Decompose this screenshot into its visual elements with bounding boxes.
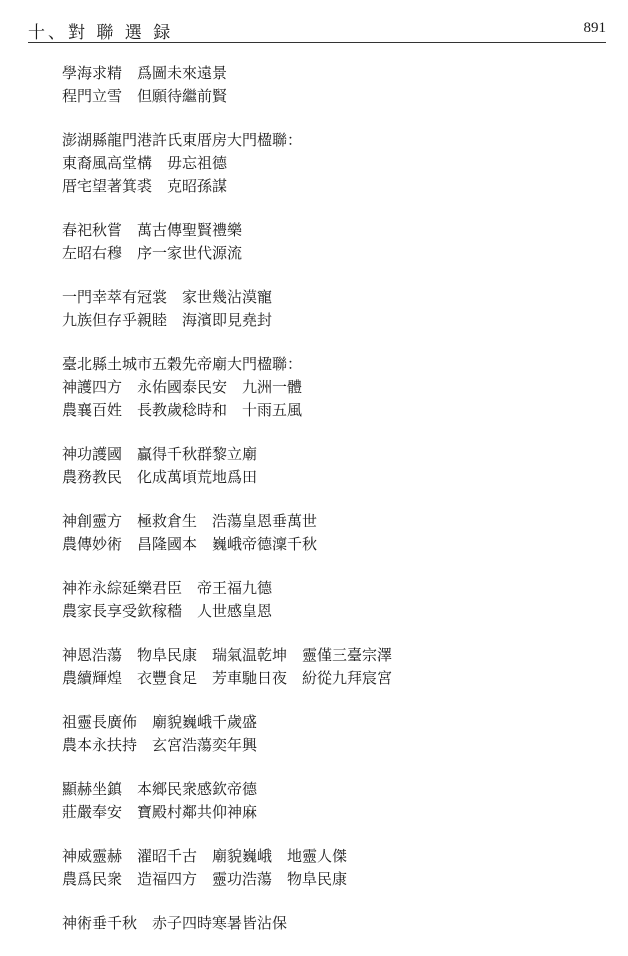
couplet-line: 程門立雪 但願待繼前賢 bbox=[62, 87, 228, 105]
couplet-line: 農務教民 化成萬頃荒地爲田 bbox=[62, 468, 258, 486]
couplet-line: 農本永扶持 玄宮浩蕩奕年興 bbox=[62, 736, 258, 754]
couplet-line: 九族但存乎親睦 海濱即見堯封 bbox=[62, 311, 273, 329]
couplet-line: 神護四方 永佑國泰民安 九洲一體 bbox=[62, 378, 303, 396]
couplet-line: 神創靈方 極救倉生 浩蕩皇恩垂萬世 bbox=[62, 512, 318, 530]
section-title: 十、對 聯 選 録 bbox=[28, 23, 174, 43]
couplet-block bbox=[62, 845, 602, 891]
couplet-line: 神恩浩蕩 物阜民康 瑞氣温乾坤 靈僅三臺宗澤 bbox=[62, 646, 393, 664]
couplet-block bbox=[62, 510, 602, 556]
couplet-block bbox=[62, 644, 602, 690]
couplet-line: 神祚永綜延樂君臣 帝王福九德 bbox=[62, 579, 273, 597]
page-header bbox=[28, 14, 606, 43]
couplet-line: 祖靈長廣佈 廟貌巍峨千歲盛 bbox=[62, 713, 258, 731]
couplet-block bbox=[62, 711, 602, 757]
couplet-block bbox=[62, 353, 602, 422]
couplet-location-heading: 澎湖縣龍門港許氏東厝房大門楹聯： bbox=[62, 131, 303, 149]
couplet-line: 莊嚴奉安 寶殿村鄰共仰神麻 bbox=[62, 803, 258, 821]
couplet-line: 神術垂千秋 赤子四時寒暑皆沾保 bbox=[62, 914, 288, 932]
couplet-line: 厝宅望著箕裘 克昭孫謀 bbox=[62, 177, 228, 195]
couplet-list bbox=[62, 62, 602, 956]
couplet-block bbox=[62, 443, 602, 489]
couplet-line: 顯赫坐鎮 本鄉民衆感欽帝德 bbox=[62, 780, 258, 798]
couplet-line: 農傳妙術 昌隆國本 巍峨帝德澟千秋 bbox=[62, 535, 318, 553]
couplet-line: 神威靈赫 濯昭千古 廟貌巍峨 地靈人傑 bbox=[62, 847, 348, 865]
couplet-block bbox=[62, 577, 602, 623]
couplet-line: 神功護國 贏得千秋群黎立廟 bbox=[62, 445, 258, 463]
couplet-line: 東裔風高堂構 毋忘祖德 bbox=[62, 154, 228, 172]
couplet-line: 農續輝煌 衣豐食足 芳車馳日夜 紛從九拜宸宮 bbox=[62, 669, 393, 687]
couplet-line: 學海求精 爲圖未來遠景 bbox=[62, 64, 228, 82]
couplet-line: 一門幸萃有冠裳 家世幾沾漠寵 bbox=[62, 288, 273, 306]
couplet-line: 春祀秋嘗 萬古傳聖賢禮樂 bbox=[62, 221, 243, 239]
couplet-block bbox=[62, 286, 602, 332]
couplet-block bbox=[62, 912, 602, 935]
couplet-block bbox=[62, 129, 602, 198]
couplet-line: 農家長享受欽稼穡 人世感皇恩 bbox=[62, 602, 273, 620]
couplet-line: 農襄百姓 長教歲稔時和 十雨五風 bbox=[62, 401, 303, 419]
couplet-block bbox=[62, 62, 602, 108]
couplet-location-heading: 臺北縣土城市五穀先帝廟大門楹聯： bbox=[62, 355, 303, 373]
couplet-line: 左昭右穆 序一家世代源流 bbox=[62, 244, 243, 262]
page-number: 891 bbox=[583, 20, 606, 36]
couplet-block bbox=[62, 778, 602, 824]
couplet-block bbox=[62, 219, 602, 265]
couplet-line: 農爲民衆 造福四方 靈功浩蕩 物阜民康 bbox=[62, 870, 348, 888]
